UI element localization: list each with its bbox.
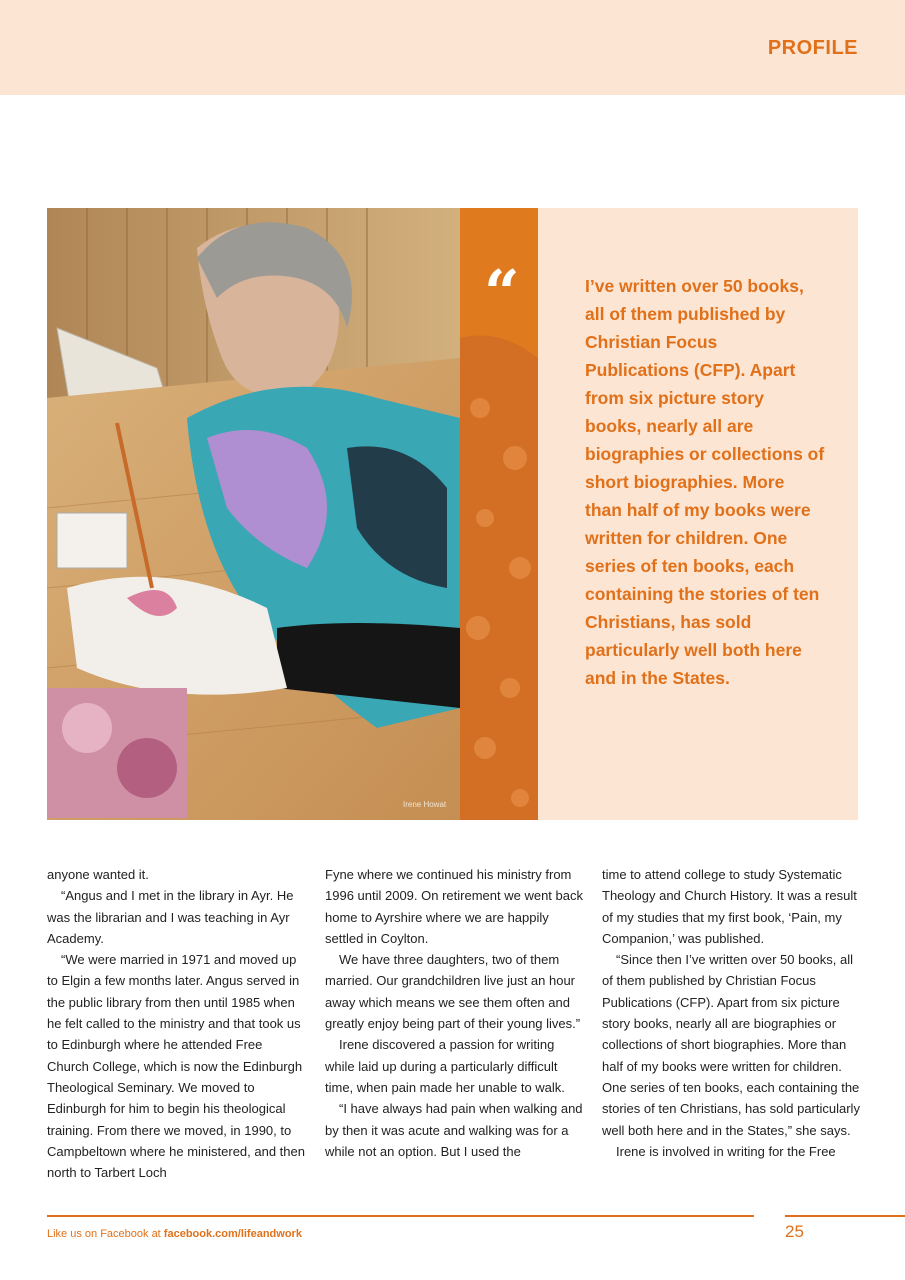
paragraph: “I have always had pain when walking and by then it was acute and walking was for a while not an option. But I used the [325,1101,583,1159]
paragraph: We have three daughters, two of them married. Our grandchildren live just an hour away which means we see them often and greatly enjoy being part of their young lives.” [325,952,581,1032]
paragraph: “Angus and I met in the library in Ayr. He was the librarian and I was teaching in Ayr Academy. [47,888,294,946]
section-label: PROFILE [767,37,858,59]
body-column-1 [47,864,307,1183]
paragraph: “We were married in 1971 and moved up to Elgin a few months later. Angus served in the public library from then until 1985 when he felt called to the ministry and that took us to Edinburgh where he attended Free Church College, which is now the Edinburgh Theological Seminary. We moved to Edinburgh for him to begin his theological training. From there we moved, in 1990, to Campbeltown where he ministered, and then north to Tarbert Loch [47,952,305,1181]
pull-quote-text: I’ve written over 50 books, all of them published by Christian Focus Publications (CFP). Apart from six picture story books, nearly all are biographies or collections of short biographies. More than half of my books were written for children. One series of ten books, each containing the stories of ten Christians, has sold particularly well both here and in the States. [585,276,825,688]
footer-facebook [47,1228,302,1240]
paragraph: anyone wanted it. [47,867,149,882]
page-number: 25 [785,1222,804,1241]
quote-mark-icon: “ [484,256,520,329]
photo-irene-painting [47,208,460,820]
photo-caption: Irene Howat [403,800,447,809]
paragraph: Irene discovered a passion for writing while laid up during a particularly difficult time, when pain made her unable to walk. [325,1037,565,1095]
body-column-2 [325,864,585,1162]
page-number-rule [785,1215,905,1217]
paragraph: time to attend college to study Systematic Theology and Church History. It was a result of my studies that my first book, ‘Pain, my Companion,’ was published. [602,867,857,946]
paragraph: Irene is involved in writing for the Free [616,1143,836,1159]
paragraph: “Since then I’ve written over 50 books, all of them published by Christian Focus Publications (CFP). Apart from six picture story books, nearly all are biographies or collections of short biographies. More than half of my books were written for children. One series of ten books, each containing the stories of ten Christians, has sold particularly well both here and in the States,” she says. [602,952,860,1138]
page-header [0,0,905,95]
body-column-3 [602,864,860,1162]
footer-prefix: Like us on Facebook at [47,1228,164,1240]
paragraph: Fyne where we continued his ministry from 1996 until 2009. On retirement we went back home to Ayrshire where we are happily settled in Coylton. [325,867,583,946]
facebook-link[interactable]: facebook.com/lifeandwork [163,1228,302,1240]
footer-rule [47,1215,754,1217]
photo-illustration [47,208,460,820]
